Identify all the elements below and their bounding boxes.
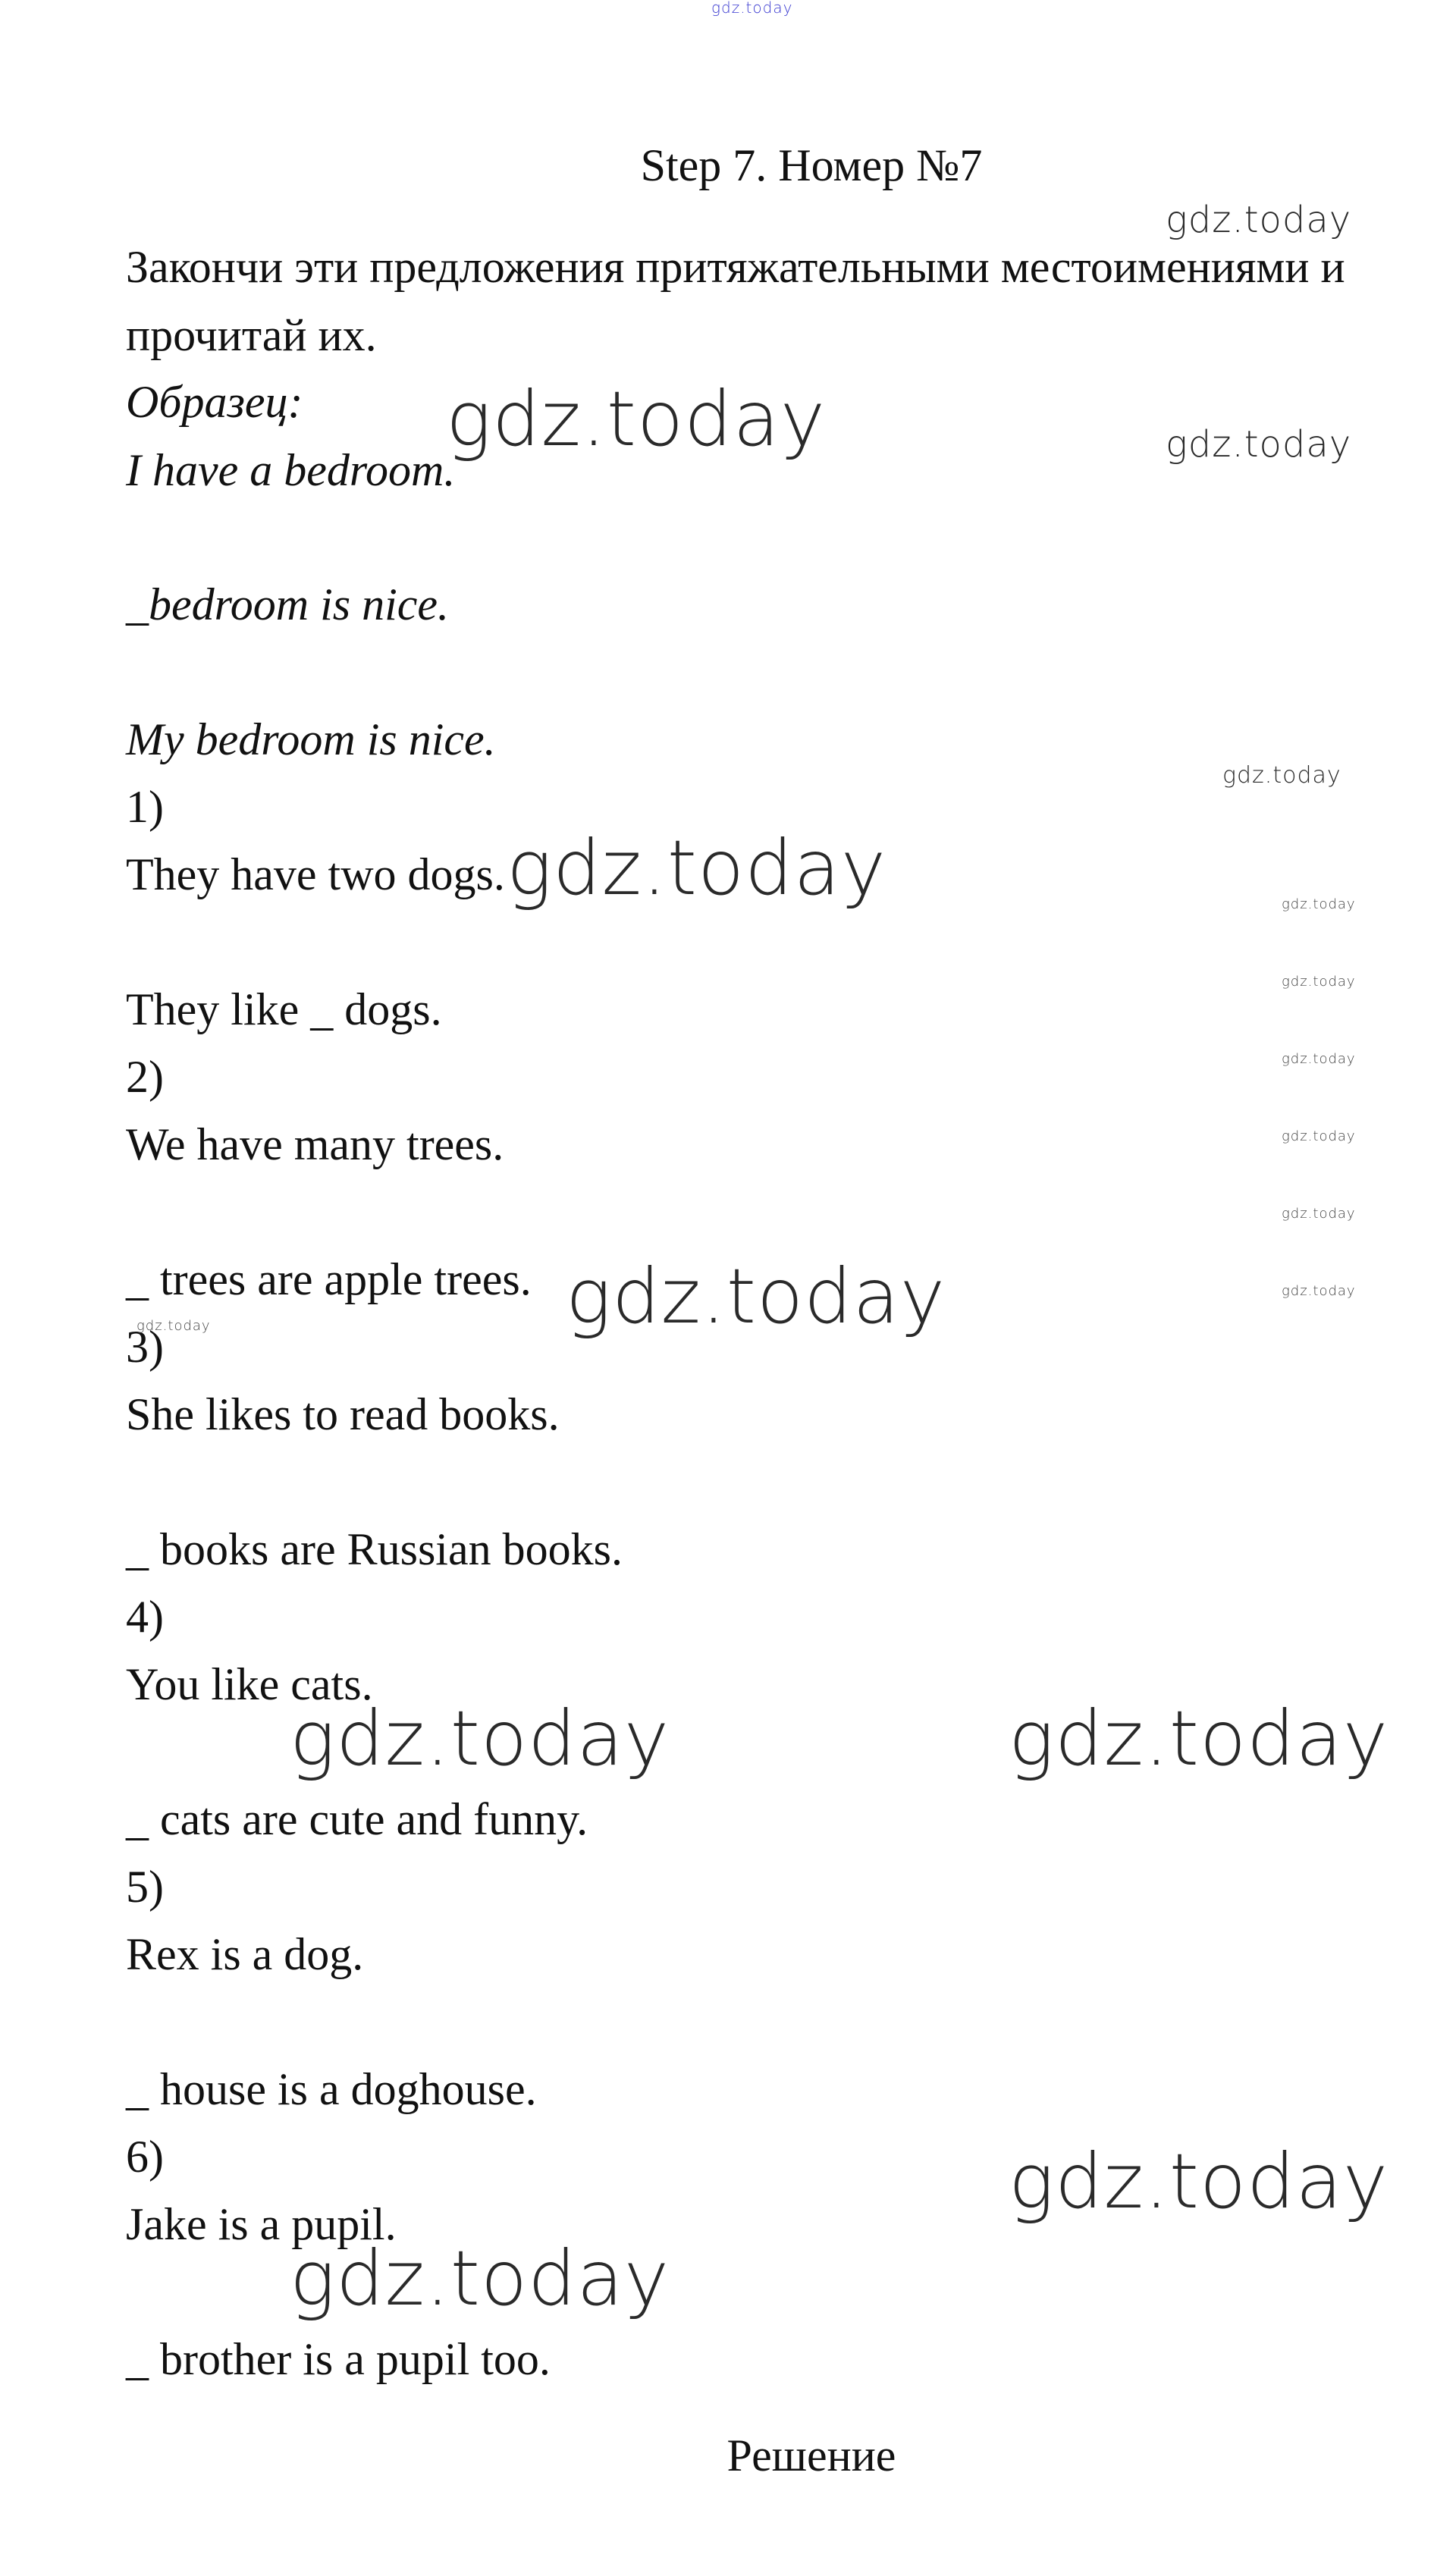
watermark: gdz.today xyxy=(1166,199,1352,241)
watermark: gdz.today xyxy=(1282,974,1356,990)
exercise-task: They like _ dogs. xyxy=(126,984,442,1034)
header-watermark: gdz.today xyxy=(711,0,793,17)
instruction-line-1: Закончи эти предложения притяжательными местоимениями и xyxy=(126,242,1345,292)
exercise-sentence: We have many trees. xyxy=(126,1119,504,1169)
watermark: gdz.today xyxy=(507,824,887,912)
watermark: gdz.today xyxy=(1009,1694,1389,1783)
exercise-number: 3) xyxy=(126,1322,164,1372)
watermark: gdz.today xyxy=(566,1252,946,1341)
exercise-number: 5) xyxy=(126,1862,164,1912)
watermark: gdz.today xyxy=(1282,1051,1356,1067)
solution-heading: Решение xyxy=(726,2430,896,2480)
exercise-task: _ cats are cute and funny. xyxy=(126,1794,588,1844)
watermark: gdz.today xyxy=(1166,423,1352,466)
exercise-number: 4) xyxy=(126,1592,164,1642)
exercise-task: _ house is a doghouse. xyxy=(126,2064,537,2114)
watermark: gdz.today xyxy=(136,1318,211,1334)
watermark: gdz.today xyxy=(1282,896,1356,912)
exercise-task: _ brother is a pupil too. xyxy=(126,2334,551,2384)
watermark: gdz.today xyxy=(1009,2137,1389,2226)
exercise-sentence: You like cats. xyxy=(126,1659,373,1709)
watermark: gdz.today xyxy=(290,1694,670,1783)
page-title: Step 7. Номер №7 xyxy=(640,140,983,190)
exercise-task: _ trees are apple trees. xyxy=(126,1254,532,1304)
watermark: gdz.today xyxy=(1282,1283,1356,1299)
exercise-number: 1) xyxy=(126,782,164,832)
exercise-sentence: Rex is a dog. xyxy=(126,1929,364,1979)
example-task: _bedroom is nice. xyxy=(126,579,450,629)
example-label: Образец: xyxy=(126,377,303,427)
watermark: gdz.today xyxy=(1282,1128,1356,1144)
exercise-sentence: Jake is a pupil. xyxy=(126,2199,397,2249)
instruction-line-2: прочитай их. xyxy=(126,310,377,360)
watermark: gdz.today xyxy=(1222,762,1341,789)
exercise-sentence: They have two dogs. xyxy=(126,849,505,899)
exercise-number: 6) xyxy=(126,2132,164,2182)
example-answer: My bedroom is nice. xyxy=(126,714,496,764)
example-sentence: I have a bedroom. xyxy=(126,445,456,495)
watermark: gdz.today xyxy=(446,375,827,463)
exercise-task: _ books are Russian books. xyxy=(126,1524,623,1574)
exercise-number: 2) xyxy=(126,1052,164,1102)
watermark: gdz.today xyxy=(1282,1206,1356,1222)
watermark: gdz.today xyxy=(290,2234,670,2323)
exercise-sentence: She likes to read books. xyxy=(126,1389,560,1439)
